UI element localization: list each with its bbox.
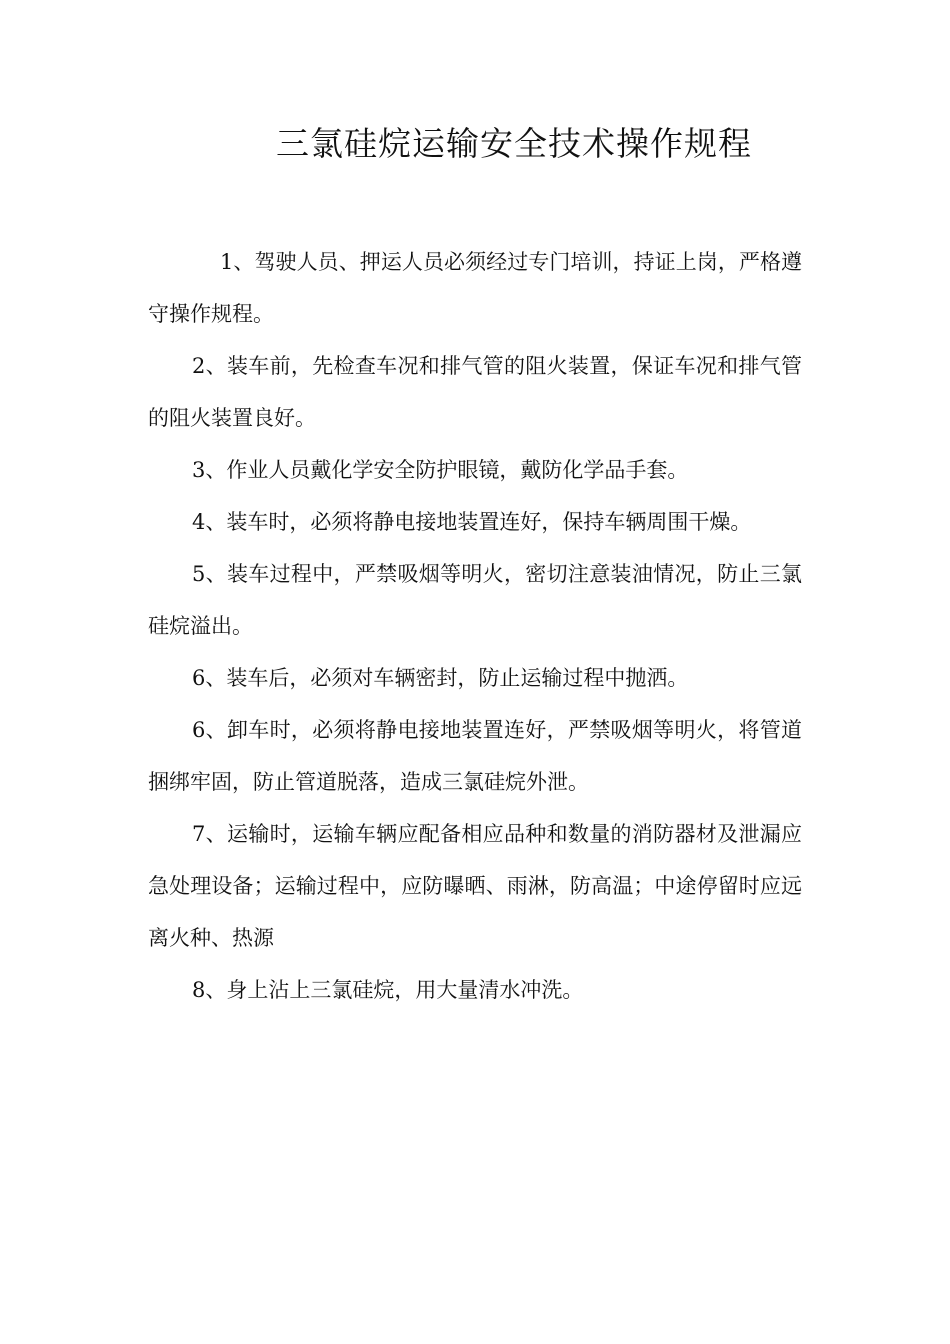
paragraph-3: 3、作业人员戴化学安全防护眼镜，戴防化学品手套。 xyxy=(192,458,689,482)
document-body xyxy=(148,236,802,1016)
paragraph-2: 2、装车前，先检查车况和排气管的阻火装置，保证车况和排气管的阻火装置良好。 xyxy=(148,354,802,430)
paragraph-6a: 6、装车后，必须对车辆密封，防止运输过程中抛洒。 xyxy=(192,666,689,690)
paragraph-8: 8、身上沾上三氯硅烷，用大量清水冲洗。 xyxy=(192,978,584,1002)
paragraph-1: 1、驾驶人员、押运人员必须经过专门培训，持证上岗，严格遵守操作规程。 xyxy=(148,250,802,326)
paragraph-6b: 6、卸车时，必须将静电接地装置连好，严禁吸烟等明火，将管道捆绑牢固，防止管道脱落，造成三氯硅烷外泄。 xyxy=(148,718,802,794)
paragraph-4: 4、装车时，必须将静电接地装置连好，保持车辆周围干燥。 xyxy=(192,510,752,534)
paragraph-5: 5、装车过程中，严禁吸烟等明火，密切注意装油情况，防止三氯硅烷溢出。 xyxy=(148,562,802,638)
document-title: 三氯硅烷运输安全技术操作规程 xyxy=(276,124,752,163)
paragraph-7: 7、运输时，运输车辆应配备相应品种和数量的消防器材及泄漏应急处理设备；运输过程中，应防曝晒、雨淋，防高温；中途停留时应远离火种、热源 xyxy=(148,822,802,950)
